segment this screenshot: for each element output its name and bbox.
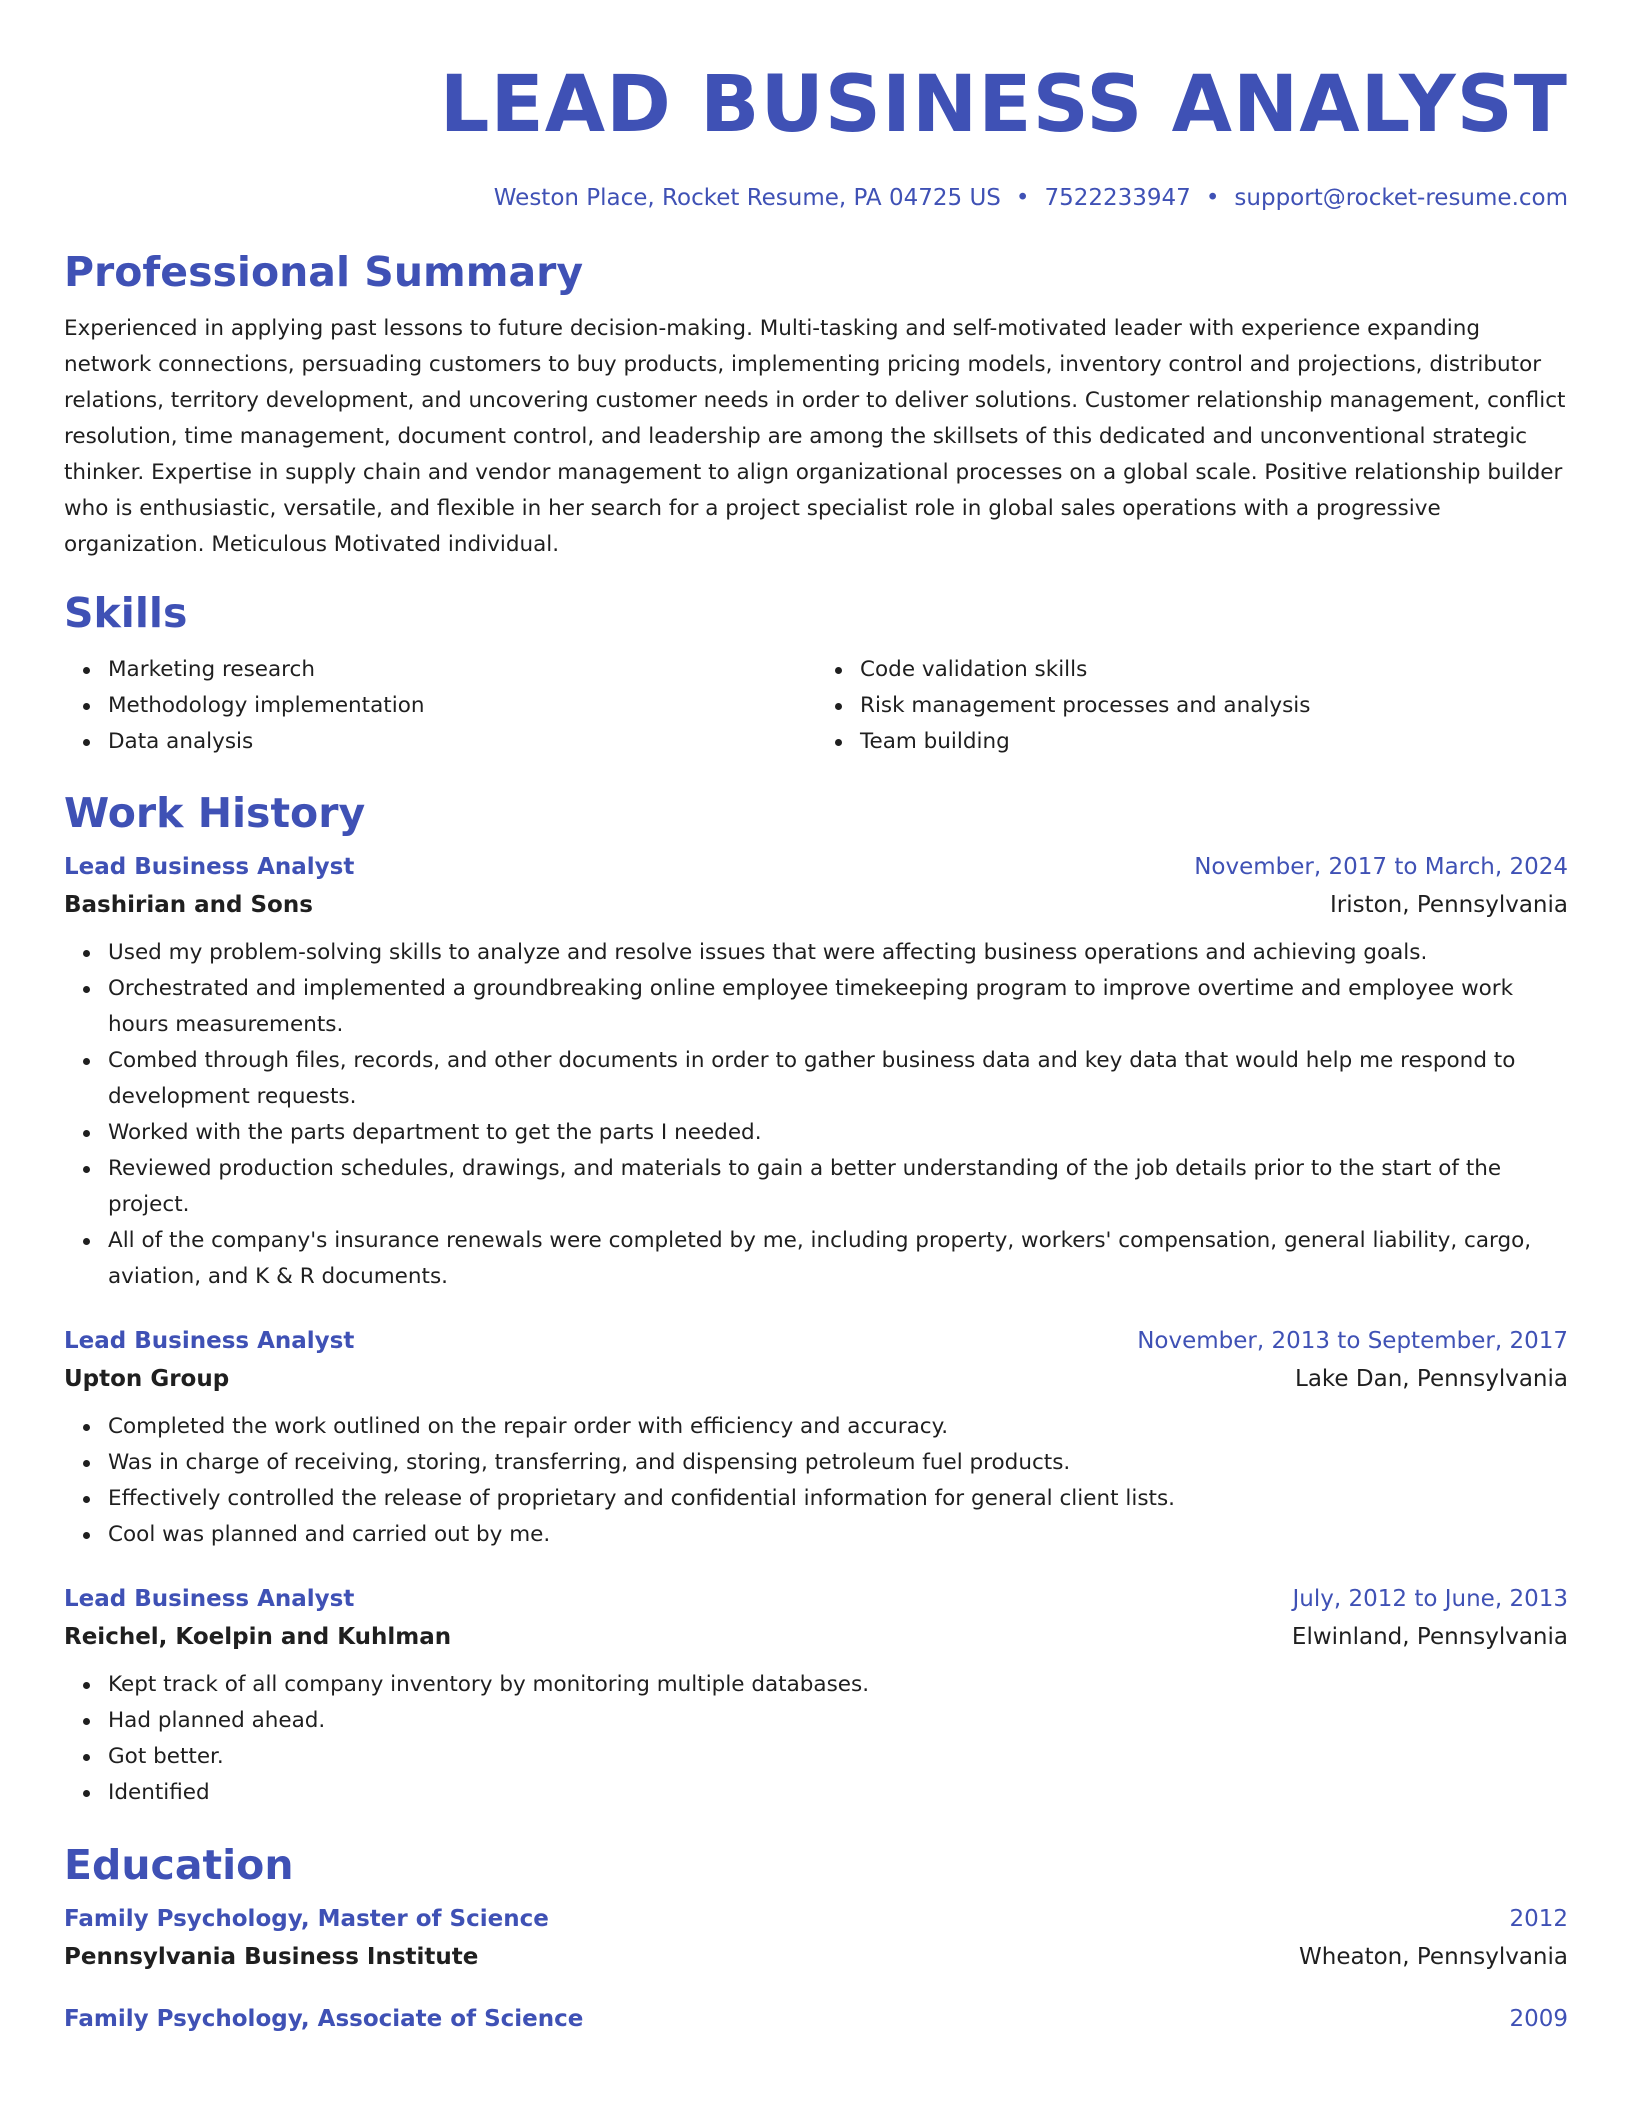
skills-grid bbox=[64, 652, 1568, 760]
contact-email: support@rocket-resume.com bbox=[1234, 185, 1568, 211]
job-entry bbox=[64, 1325, 1568, 1553]
education-school: Pennsylvania Business Institute bbox=[64, 1944, 479, 1970]
job-employer: Reichel, Koelpin and Kuhlman bbox=[64, 1624, 452, 1650]
job-entry bbox=[64, 851, 1568, 1295]
skills-column-right bbox=[816, 652, 1568, 760]
skill-item: Team building bbox=[860, 724, 1568, 760]
job-title: Lead Business Analyst bbox=[64, 1328, 355, 1354]
contact-separator: • bbox=[1015, 185, 1030, 211]
job-bullet: Effectively controlled the release of proprietary and confidential information for general client lists. bbox=[108, 1481, 1568, 1517]
job-dates: July, 2012 to June, 2013 bbox=[1292, 1586, 1568, 1612]
job-bullet: Identified bbox=[108, 1775, 1568, 1811]
skill-item: Marketing research bbox=[108, 652, 816, 688]
skill-item: Code validation skills bbox=[860, 652, 1568, 688]
skill-item: Data analysis bbox=[108, 724, 816, 760]
job-employer: Bashirian and Sons bbox=[64, 892, 313, 918]
section-title-education: Education bbox=[64, 1841, 294, 1889]
education-year: 2012 bbox=[1509, 1906, 1568, 1932]
job-bullet: Was in charge of receiving, storing, transferring, and dispensing petroleum fuel products. bbox=[108, 1445, 1568, 1481]
education-entry bbox=[64, 2003, 1568, 2035]
job-entry bbox=[64, 1583, 1568, 1811]
job-bullet: Worked with the parts department to get the parts I needed. bbox=[108, 1115, 1568, 1151]
job-title: Lead Business Analyst bbox=[64, 1586, 355, 1612]
education-degree: Family Psychology, Master of Science bbox=[64, 1906, 549, 1932]
job-bullet: Cool was planned and carried out by me. bbox=[108, 1517, 1568, 1553]
job-bullet: Combed through files, records, and other documents in order to gather business data and key data that would help me respond to development requests. bbox=[108, 1043, 1568, 1115]
job-bullet: Used my problem-solving skills to analyze and resolve issues that were affecting business operations and achieving goals. bbox=[108, 935, 1568, 971]
section-title-skills: Skills bbox=[64, 589, 188, 637]
skills-column-left bbox=[64, 652, 816, 760]
contact-address: Weston Place, Rocket Resume, PA 04725 US bbox=[493, 185, 1001, 211]
contact-info bbox=[64, 182, 1568, 214]
section-title-summary: Professional Summary bbox=[64, 248, 584, 296]
work-history-section bbox=[64, 787, 1568, 1811]
job-bullet: Reviewed production schedules, drawings, and materials to gain a better understanding of the job details prior to the start of the project. bbox=[108, 1151, 1568, 1223]
job-bullets bbox=[64, 1667, 1568, 1811]
job-bullet: Orchestrated and implemented a groundbreaking online employee timekeeping program to improve overtime and employee work hours measurements. bbox=[108, 971, 1568, 1043]
job-bullet: Kept track of all company inventory by monitoring multiple databases. bbox=[108, 1667, 1568, 1703]
skill-item: Risk management processes and analysis bbox=[860, 688, 1568, 724]
job-dates: November, 2017 to March, 2024 bbox=[1194, 854, 1568, 880]
resume-name: LEAD BUSINESS ANALYST bbox=[439, 60, 1568, 150]
summary-text: Experienced in applying past lessons to future decision-making. Multi-tasking and self-motivated leader with experience expanding network connections, persuading customers to buy products, implementing pricing models, inventory control and projections, distributor relations, territory development, and uncovering customer needs in order to deliver solutions. Customer relationship management, conflict resolution, time management, document control, and leadership are among the skillsets of this dedicated and unconventional strategic thinker. Expertise in supply chain and vendor management to align organizational processes on a global scale. Positive relationship builder who is enthusiastic, versatile, and flexible in her search for a project specialist role in global sales operations with a progressive organization. Meticulous Motivated individual. bbox=[64, 316, 1566, 557]
job-title: Lead Business Analyst bbox=[64, 854, 355, 880]
education-location: Wheaton, Pennsylvania bbox=[1299, 1944, 1568, 1970]
education-year: 2009 bbox=[1509, 2006, 1568, 2032]
education-section bbox=[64, 1839, 1568, 2035]
job-bullet: Got better. bbox=[108, 1739, 1568, 1775]
job-employer: Upton Group bbox=[64, 1366, 230, 1392]
job-dates: November, 2013 to September, 2017 bbox=[1137, 1328, 1568, 1354]
job-location: Iriston, Pennsylvania bbox=[1329, 892, 1568, 918]
professional-summary-section bbox=[64, 246, 1568, 563]
education-degree: Family Psychology, Associate of Science bbox=[64, 2006, 584, 2032]
job-location: Elwinland, Pennsylvania bbox=[1291, 1624, 1568, 1650]
job-bullet: Completed the work outlined on the repair order with efficiency and accuracy. bbox=[108, 1409, 1568, 1445]
education-entry bbox=[64, 1903, 1568, 1973]
job-bullets bbox=[64, 935, 1568, 1295]
section-title-work-history: Work History bbox=[64, 789, 366, 837]
contact-separator: • bbox=[1205, 185, 1220, 211]
job-bullet: All of the company's insurance renewals were completed by me, including property, workers' compensation, general liability, cargo, aviation, and K & R documents. bbox=[108, 1223, 1568, 1295]
skill-item: Methodology implementation bbox=[108, 688, 816, 724]
job-bullet: Had planned ahead. bbox=[108, 1703, 1568, 1739]
contact-phone: 7522233947 bbox=[1044, 185, 1191, 211]
skills-section bbox=[64, 587, 1568, 760]
job-bullets bbox=[64, 1409, 1568, 1553]
job-location: Lake Dan, Pennsylvania bbox=[1295, 1366, 1568, 1392]
